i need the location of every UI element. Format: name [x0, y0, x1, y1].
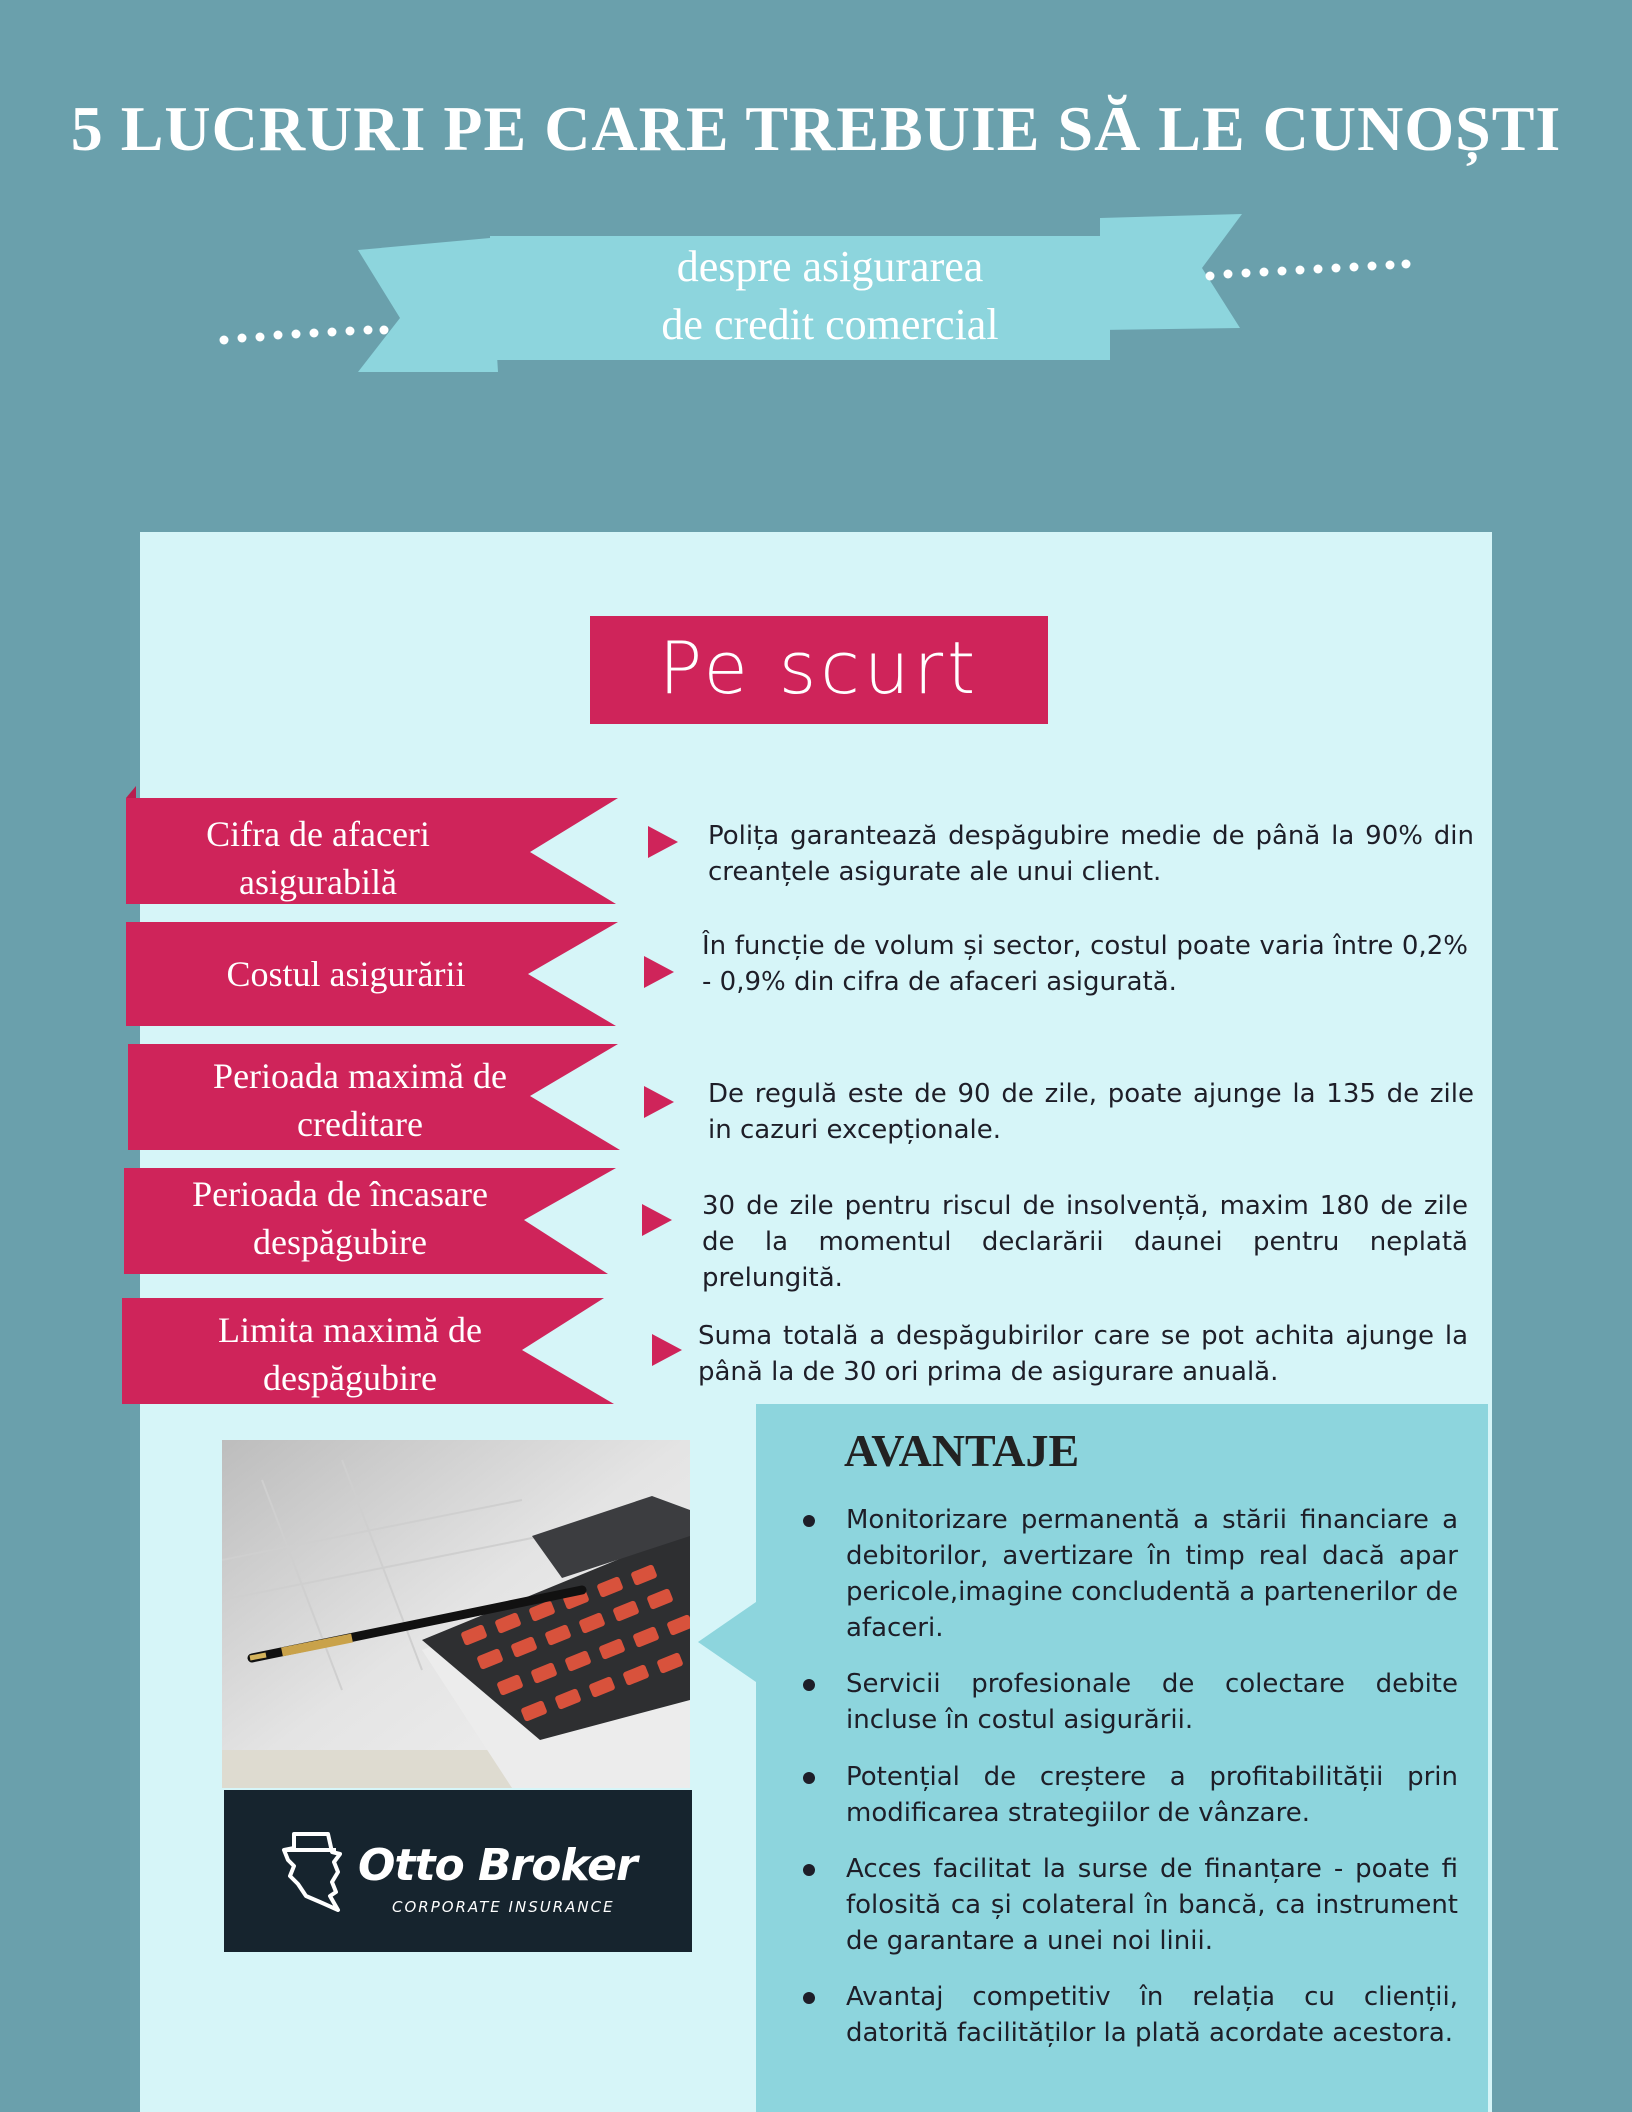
advantage-item-3: Potențial de creștere a profitabilității prin modificarea strategiilor de vânzare. [846, 1762, 1458, 1828]
arrow-right-icon [648, 826, 678, 858]
ribbon-5-line-1: Limita maximă de [218, 1310, 482, 1350]
subtitle-line-1: despre asigurarea [676, 242, 984, 291]
calculator-photo [222, 1440, 690, 1788]
bullet-icon [803, 1772, 815, 1784]
summary-text-1: Polița garantează despăgubire medie de până la 90% din creanțele asigurate ale unui client. [708, 821, 1474, 887]
ribbon-4-line-2: despăgubire [253, 1222, 427, 1262]
logo-head-icon [276, 1826, 356, 1916]
advantage-item-5: Avantaj competitiv în relația cu clienții, datorită facilităților la plată acordate acestora. [846, 1982, 1458, 2048]
bullet-icon [803, 1992, 815, 2004]
arrow-right-icon [642, 1204, 672, 1236]
summary-text-3: De regulă este de 90 de zile, poate ajunge la 135 de zile in cazuri excepționale. [708, 1079, 1474, 1145]
ribbon-2-line-1: Costul asigurării [226, 954, 466, 994]
ribbon-label-1 [136, 810, 500, 906]
advantages-title: AVANTAJE [844, 1425, 1080, 1476]
callout-pointer [690, 1592, 760, 1692]
brand-name: Otto Broker [358, 1840, 637, 1891]
bullet-icon [803, 1515, 815, 1527]
ribbon-1-line-1: Cifra de afaceri [206, 814, 430, 854]
ribbon-5-line-2: despăgubire [263, 1358, 437, 1398]
summary-text-2: În funcție de volum și sector, costul poate varia între 0,2% - 0,9% din cifra de afaceri asigurată. [702, 931, 1468, 997]
summary-text-4: 30 de zile pentru riscul de insolvență, maxim 180 de zile de la momentul declarării daunei pentru neplată prelungită. [702, 1191, 1468, 1293]
advantage-item-4: Acces facilitat la surse de finanțare - poate fi folosită ca și colateral în bancă, ca instrument de garantare a unei noi linii. [846, 1854, 1458, 1956]
page-title: 5 LUCRURI PE CARE TREBUIE SĂ LE CUNOȘTI [70, 93, 1562, 164]
ribbon-3-line-2: creditare [297, 1104, 423, 1144]
subtitle-line-2: de credit comercial [661, 300, 999, 349]
arrow-right-icon [644, 956, 674, 988]
ribbon-label-4 [130, 1170, 550, 1266]
bullet-icon [803, 1679, 815, 1691]
ribbon-label-2 [136, 950, 556, 998]
ribbon-4-line-1: Perioada de încasare [192, 1174, 488, 1214]
advantage-item-1: Monitorizare permanentă a stării financiare a debitorilor, avertizare în timp real dacă apar pericole,imagine concludentă a partenerilor de afaceri. [846, 1505, 1458, 1643]
ribbon-1-line-2: asigurabilă [239, 862, 397, 902]
section-heading-pe-scurt: Pe scurt [590, 616, 1048, 724]
arrow-right-icon [652, 1334, 682, 1366]
ribbon-label-5 [140, 1306, 560, 1402]
bullet-icon [803, 1864, 815, 1876]
ribbon-label-3 [150, 1052, 570, 1148]
ribbon-3-line-1: Perioada maximă de [213, 1056, 507, 1096]
brand-tagline: CORPORATE INSURANCE [392, 1898, 615, 1916]
summary-text-5: Suma totală a despăgubirilor care se pot achita ajunge la până la de 30 ori prima de asigurare anuală. [698, 1321, 1468, 1387]
arrow-right-icon [644, 1086, 674, 1118]
advantage-item-2: Servicii profesionale de colectare debite incluse în costul asigurării. [846, 1669, 1458, 1735]
